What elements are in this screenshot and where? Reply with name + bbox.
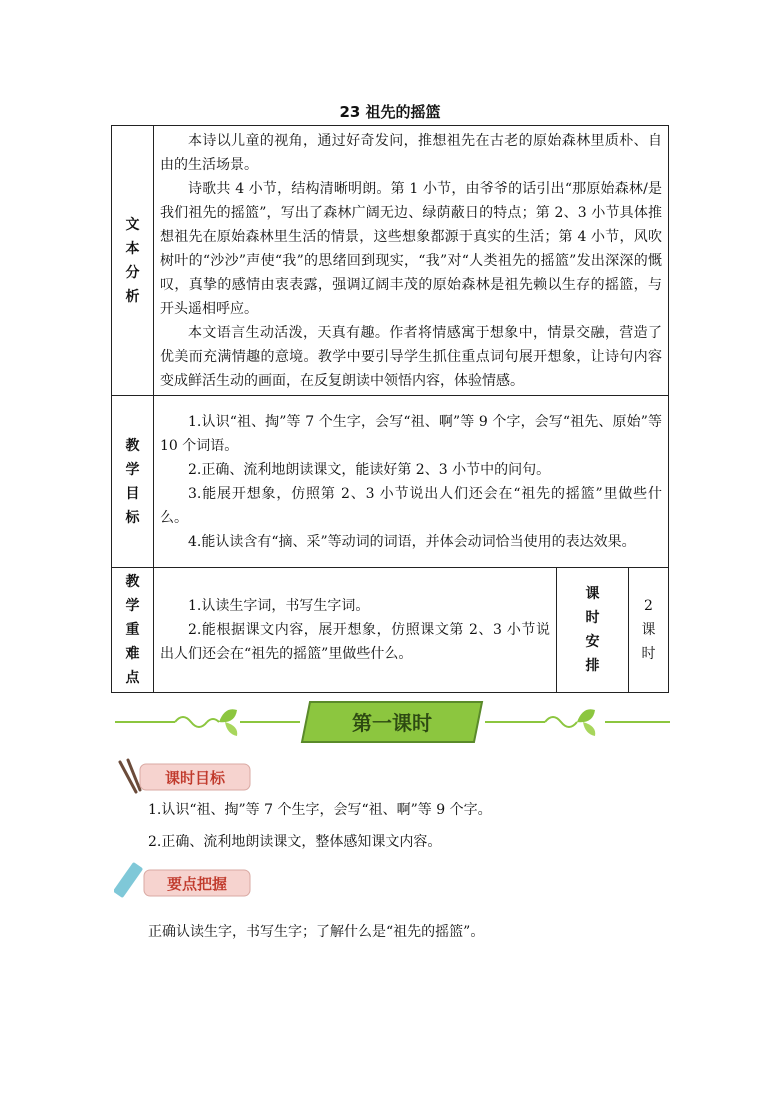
- goal-item: 4.能认读含有“摘、采”等动词的词语，并体会动词恰当使用的表达效果。: [188, 533, 636, 550]
- lesson-goals-list: [148, 798, 492, 854]
- tag-label: 要点把握: [166, 875, 228, 893]
- key-grasp-text: 正确认读生字，书写生字；了解什么是“祖先的摇篮”。: [148, 924, 485, 940]
- leaf-icon: [225, 722, 237, 736]
- pencil-icon: [114, 862, 143, 898]
- key-point-item: 1.认读生字词，书写生字词。: [188, 598, 370, 614]
- hours-value: 2 课 时: [629, 568, 669, 693]
- text-analysis-content: [154, 126, 669, 396]
- brush-icon: [120, 760, 140, 792]
- leaf-icon: [219, 709, 237, 722]
- row-teaching-goals: [112, 396, 669, 568]
- lesson-goals-tag: [114, 758, 254, 794]
- goal-item: 3.能展开想象，仿照第 2、3 小节说出人们还会在“祖先的摇篮”里做些什么。: [160, 485, 662, 526]
- analysis-paragraph: 本诗以儿童的视角，通过好奇发问，推想祖先在古老的原始森林里质朴、自由的生活场景。: [160, 132, 662, 173]
- banner-title: 第一课时: [352, 711, 432, 735]
- key-point-item: 2.能根据课文内容，展开想象，仿照课文第 2、3 小节说出人们还会在“祖先的摇篮”里做些什么。: [160, 622, 550, 662]
- key-grasp-tag: [114, 858, 254, 902]
- analysis-paragraph: 诗歌共 4 小节，结构清晰明朗。第 1 小节，由爷爷的话引出“那原始森林/是我们祖先的摇篮”，写出了森林广阔无边、绿荫蔽日的特点；第 2、3 小节具体推想祖先在原始森林里生活的情景，这些想象都源于真实的生活；第 4 小节，风吹树叶的“沙沙”声使“我”的思绪回到现实，“我”对“人类祖先的摇篮”发出深深的慨叹，真挚的感情由衷表露，强调辽阔丰茂的原始森林是祖先赖以生存的摇篮，与开头遥相呼应。: [160, 180, 662, 317]
- label-text-analysis: 文 本 分 析: [112, 126, 154, 396]
- leaf-icon: [583, 722, 595, 736]
- label-schedule: 课 时 安 排: [557, 568, 629, 693]
- label-key-points: 教 学 重 难 点: [112, 568, 154, 693]
- goal-item: 1.认识“祖、掏”等 7 个生字，会写“祖、啊”等 9 个字，会写“祖先、原始”等 10 个词语。: [160, 413, 662, 454]
- lesson-plan-table: [111, 125, 669, 693]
- tag-label: 课时目标: [164, 769, 226, 787]
- goal-item: 2.正确、流利地朗读课文，能读好第 2、3 小节中的问句。: [188, 461, 551, 478]
- page-title: 23 祖先的摇篮: [339, 103, 441, 121]
- teaching-goals-content: [154, 396, 669, 568]
- key-points-content: [154, 568, 557, 693]
- lesson-goal-item: 1.认识“祖、掏”等 7 个生字，会写“祖、啊”等 9 个字。: [148, 802, 492, 818]
- row-key-points: [112, 568, 669, 693]
- row-text-analysis: [112, 126, 669, 396]
- lesson-goal-item: 2.正确、流利地朗读课文，整体感知课文内容。: [148, 834, 442, 850]
- label-teaching-goals: 教 学 目 标: [112, 396, 154, 568]
- lesson-banner: [115, 700, 670, 744]
- left-vine-ornament: [115, 717, 300, 727]
- analysis-paragraph: 本文语言生动活泼，天真有趣。作者将情感寓于想象中，情景交融，营造了优美而充满情趣的意境。教学中要引导学生抓住重点词句展开想象，让诗句内容变成鲜活生动的画面，在反复朗读中领悟内容，体验情感。: [160, 324, 662, 389]
- leaf-icon: [577, 709, 595, 722]
